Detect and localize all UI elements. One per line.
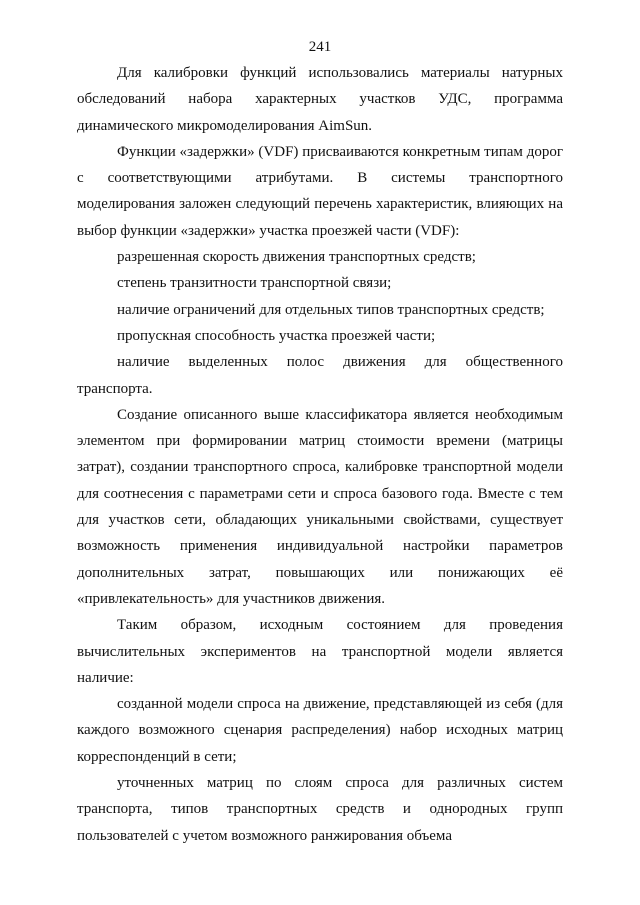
paragraph-initial-state: Таким образом, исходным состоянием для проведения вычислительных экспериментов на транспортной модели является наличие: [77, 617, 563, 686]
paragraph-vdf-functions: Функции «задержки» (VDF) присваиваются конкретным типам дорог с соответствующими атрибутами. В системы транспортного моделирования заложен следующий перечень характеристик, влияющих на выбор функции «задержки» участка проезжей части (VDF): [77, 143, 563, 239]
list-item-permitted-speed: разрешенная скорость движения транспортных средств; [117, 249, 476, 266]
list-item-transit-degree: степень транзитности транспортной связи; [117, 275, 392, 292]
list-item-capacity: пропускная способность участка проезжей части; [117, 327, 436, 344]
page-body [77, 60, 563, 849]
list-item-public-transport-lanes: наличие выделенных полос движения для общественного транспорта. [77, 354, 563, 397]
paragraph-classifier: Создание описанного выше классификатора является необходимым элементом при формировании матриц стоимости времени (матрицы затрат), создании транспортного спроса, калибровке транспортной модели для соотнесения с параметрами сети и спроса базового года. Вместе с тем для участков сети, обладающих уникальными свойствами, существует возможность применения индивидуальной настройки параметров дополнительных затрат, повышающих или понижающих её «привлекательность» для участников движения. [77, 406, 563, 607]
page-number: 241 [308, 39, 332, 55]
list-item-vehicle-restrictions: наличие ограничений для отдельных типов транспортных средств; [117, 301, 545, 318]
paragraph-calibration-materials: Для калибровки функций использовались материалы натурных обследований набора характерных участков УДС, программа динамического микромоделирования AimSun. [77, 65, 563, 134]
list-item-demand-model: созданной модели спроса на движение, представляющей из себя (для каждого возможного сценария распределения) набор исходных матриц корреспонденций в сети; [77, 696, 563, 765]
list-item-refined-matrices: уточненных матриц по слоям спроса для различных систем транспорта, типов транспортных средств и однородных групп пользователей с учетом возможного ранжирования объема [77, 775, 563, 844]
